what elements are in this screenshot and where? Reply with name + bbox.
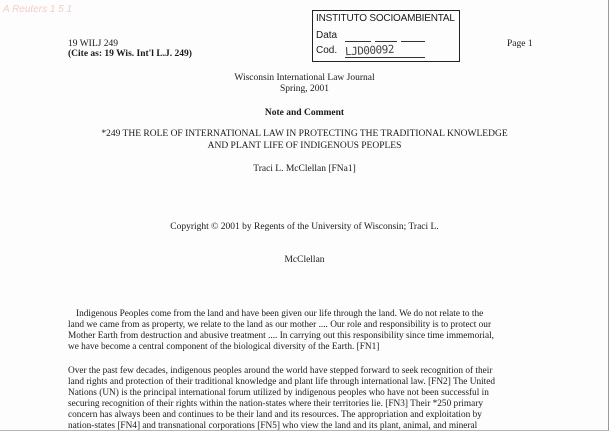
- copyright-line: Copyright © 2001 by Regents of the University of Wisconsin; Traci L.: [170, 222, 439, 232]
- author-line: Traci L. McClellan [FNa1]: [253, 164, 356, 174]
- body-paragraph-2: [68, 366, 536, 432]
- page-number: Page 1: [507, 39, 533, 49]
- paragraph-line: Mother Earth from destruction and abusive treatment .... In carrying out this responsibility since time immemorial,: [68, 331, 495, 341]
- stamp-date-line: [401, 41, 425, 42]
- institute-stamp: [312, 10, 460, 62]
- paragraph-line: Nations (UN) is the principal international forum utilized by indigenous peoples who have not been successful in: [68, 388, 489, 398]
- paragraph-line: land rights and protection of their traditional knowledge and plant life through international law. [FN2] The United: [68, 377, 496, 387]
- paragraph-line: we have become a central component of the biological diversity of the Earth. [FN1]: [68, 342, 380, 352]
- paragraph-line: Over the past few decades, indigenous peoples around the world have stepped forward to seek recognition of their: [68, 366, 493, 376]
- cite-as-line: (Cite as: 19 Wis. Int'l L.J. 249): [68, 49, 192, 59]
- paragraph-line: nation-states [FN4] and transnational corporations [FN5] who view the land and its plant, animal, and mineral: [68, 421, 478, 431]
- paragraph-line: Indigenous Peoples come from the land and have been given our life through the land. We do not relate to the: [76, 309, 484, 319]
- stamp-data-label: Data: [316, 30, 338, 41]
- journal-issue: Spring, 2001: [279, 84, 330, 94]
- section-heading: Note and Comment: [264, 108, 345, 118]
- stamp-cod-value: LJD00092: [344, 42, 395, 59]
- paragraph-line: securing recognition of their rights within the nation-states where their territories lie. [FN3] Their *250 primary: [68, 399, 483, 409]
- stamp-date-line: [375, 41, 397, 42]
- article-title-line1: *249 THE ROLE OF INTERNATIONAL LAW IN PROTECTING THE TRADITIONAL KNOWLEDGE: [101, 129, 508, 139]
- journal-name: Wisconsin International Law Journal: [234, 73, 375, 83]
- body-paragraph-1: [68, 309, 536, 353]
- watermark: A Reuters 1 5 1: [3, 4, 73, 15]
- stamp-cod-label: Cod.: [316, 45, 338, 56]
- paragraph-line: concern has always been and continues to be their land and its resources. The appropriation and exploitation by: [68, 410, 482, 420]
- article-title-line2: AND PLANT LIFE OF INDIGENOUS PEOPLES: [207, 141, 402, 151]
- stamp-cod-line: [345, 57, 425, 58]
- citation-line: 19 WILJ 249: [68, 39, 118, 49]
- stamp-date-line: [345, 41, 371, 42]
- copyright-line2: McClellan: [284, 255, 325, 265]
- paragraph-line: land we came from as property, we relate to the land as our mother .... Our role and responsibility is to protect our: [68, 320, 492, 330]
- stamp-title: INSTITUTO SOCIOAMBIENTAL: [316, 13, 455, 24]
